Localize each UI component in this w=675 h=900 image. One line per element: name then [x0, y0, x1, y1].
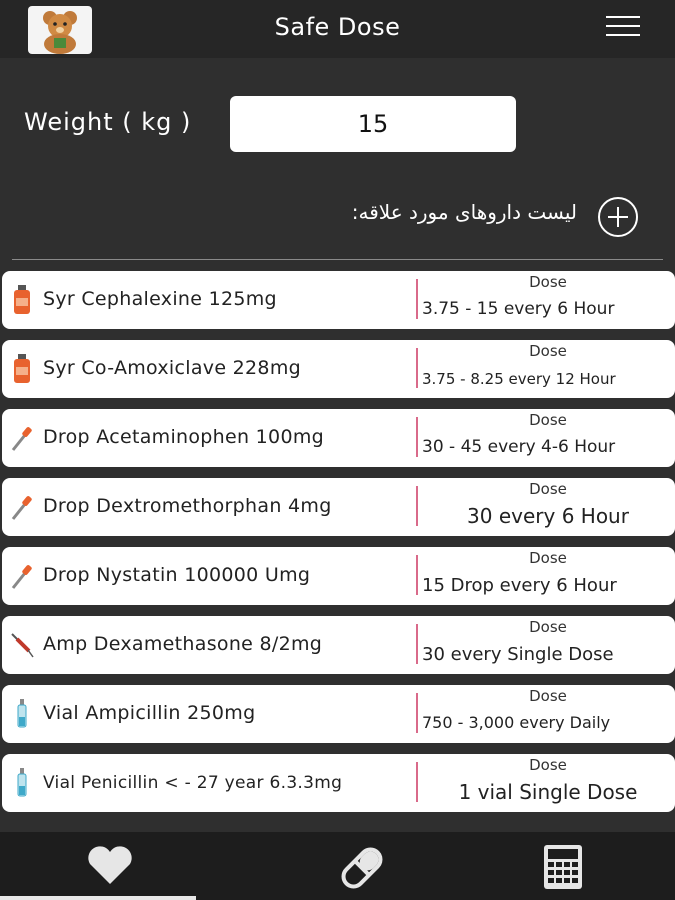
- dose-label: Dose: [529, 756, 567, 774]
- dose-label: Dose: [529, 549, 567, 567]
- drug-name: Syr Cephalexine 125mg: [43, 288, 277, 310]
- separator: [416, 348, 418, 388]
- heart-icon[interactable]: [84, 844, 144, 888]
- drug-list: [2, 271, 675, 823]
- dropper-icon: [10, 492, 34, 522]
- add-circle-icon[interactable]: [598, 197, 638, 237]
- dose-label: Dose: [529, 618, 567, 636]
- drug-card[interactable]: [2, 547, 675, 605]
- vial-icon: [10, 699, 34, 729]
- top-bar: [0, 0, 675, 58]
- dose-value: 1 vial Single Dose: [458, 780, 638, 804]
- drug-name: Amp Dexamethasone 8/2mg: [43, 633, 323, 655]
- active-tab-indicator: [0, 896, 196, 900]
- dropper-icon: [10, 423, 34, 453]
- dose-value: 30 - 45 every 4-6 Hour: [422, 437, 616, 457]
- separator: [416, 279, 418, 319]
- drug-card[interactable]: [2, 616, 675, 674]
- syringe-icon: [10, 630, 34, 660]
- syrup-bottle-icon: [10, 354, 34, 384]
- bottom-nav: [0, 832, 675, 900]
- separator: [416, 624, 418, 664]
- drug-card[interactable]: [2, 340, 675, 398]
- weight-label: Weight ( kg ): [24, 108, 192, 136]
- dose-label: Dose: [529, 342, 567, 360]
- drug-name: Drop Dextromethorphan 4mg: [43, 495, 332, 517]
- drug-card[interactable]: [2, 685, 675, 743]
- weight-input[interactable]: [230, 96, 516, 152]
- drug-name: Vial Penicillin < - 27 year 6.3.3mg: [43, 773, 343, 793]
- drug-card[interactable]: [2, 478, 675, 536]
- separator: [416, 417, 418, 457]
- dose-value: 3.75 - 15 every 6 Hour: [422, 299, 615, 319]
- dose-label: Dose: [529, 480, 567, 498]
- drug-name: Drop Acetaminophen 100mg: [43, 426, 325, 448]
- dose-value: 30 every Single Dose: [422, 644, 614, 665]
- calculator-icon[interactable]: [540, 844, 600, 888]
- dose-value: 30 every 6 Hour: [467, 504, 629, 528]
- dose-value: 15 Drop every 6 Hour: [422, 575, 617, 596]
- dose-label: Dose: [529, 273, 567, 291]
- vial-icon: [10, 768, 34, 798]
- syrup-bottle-icon: [10, 285, 34, 315]
- separator: [416, 693, 418, 733]
- hamburger-icon[interactable]: [606, 16, 640, 40]
- favorites-label: لیست داروهای مورد علاقه:: [351, 200, 577, 224]
- app-title: Safe Dose: [274, 13, 401, 41]
- drug-card[interactable]: [2, 271, 675, 329]
- separator: [416, 762, 418, 802]
- dropper-icon: [10, 561, 34, 591]
- dose-value: 3.75 - 8.25 every 12 Hour: [422, 370, 616, 388]
- divider: [12, 259, 663, 260]
- separator: [416, 555, 418, 595]
- separator: [416, 486, 418, 526]
- drug-name: Syr Co-Amoxiclave 228mg: [43, 357, 301, 379]
- dose-label: Dose: [529, 411, 567, 429]
- dose-value: 750 - 3,000 every Daily: [422, 713, 611, 732]
- drug-card[interactable]: [2, 409, 675, 467]
- dose-label: Dose: [529, 687, 567, 705]
- pill-icon[interactable]: [334, 844, 394, 888]
- drug-name: Vial Ampicillin 250mg: [43, 702, 256, 724]
- drug-card[interactable]: [2, 754, 675, 812]
- drug-name: Drop Nystatin 100000 Umg: [43, 564, 311, 586]
